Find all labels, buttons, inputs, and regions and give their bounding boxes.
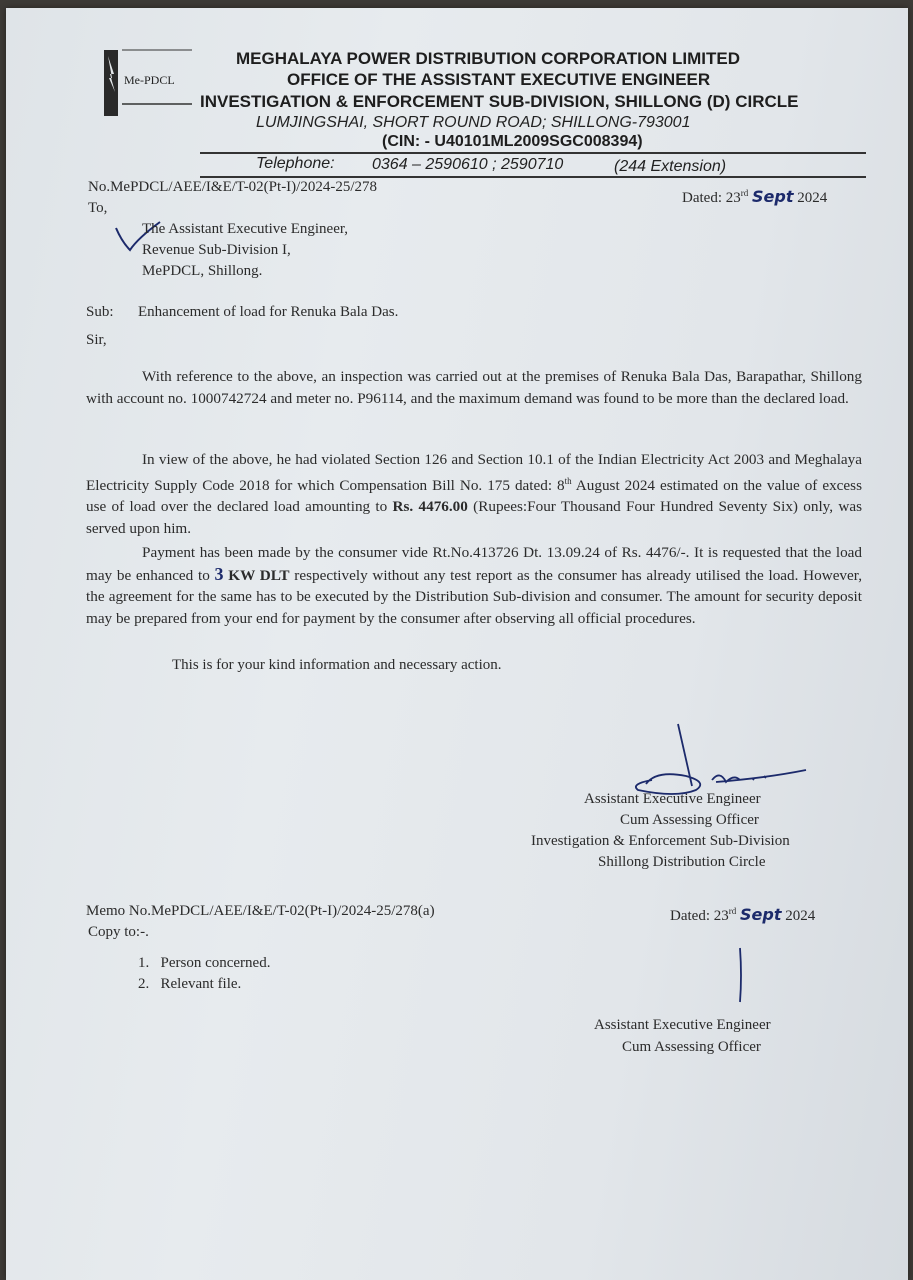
- date-year: 2024: [797, 190, 828, 206]
- office-address: LUMJINGSHAI, SHORT ROUND ROAD; SHILLONG-793001: [256, 114, 691, 131]
- signatory-title-4: Shillong Distribution Circle: [598, 854, 766, 870]
- date-suffix: rd: [740, 188, 749, 198]
- paragraph-1: With reference to the above, an inspection was carried out at the premises of Renuka Bala Das, Barapathar, Shillong with account no. 1000742724 and meter no. P96114, and the maximum demand was found to be more than the declared load.: [86, 368, 862, 407]
- to-label: To,: [88, 200, 108, 216]
- division-title: INVESTIGATION & ENFORCEMENT SUB-DIVISION, SHILLONG (D) CIRCLE: [200, 92, 799, 111]
- copy-to-label: Copy to:-.: [88, 924, 149, 940]
- recipient-line-1: The Assistant Executive Engineer,: [142, 221, 349, 237]
- letter-sheet: [6, 8, 908, 1280]
- reference-number: No.MePDCL/AEE/I&E/T-02(Pt-I)/2024-25/278: [88, 179, 378, 195]
- copy-item-2: 2. Relevant file.: [138, 976, 242, 992]
- recipient-line-2: Revenue Sub-Division I,: [142, 242, 291, 258]
- paragraph-2: [86, 449, 862, 539]
- memo-date-month-handwritten: Sept: [739, 905, 782, 924]
- paragraph-2-suffix: th: [564, 475, 572, 486]
- letter-date: [682, 182, 827, 209]
- signatory-title-1: Assistant Executive Engineer: [584, 791, 761, 807]
- logo-text: Me-PDCL: [124, 73, 175, 87]
- date-month-handwritten: Sept: [751, 187, 794, 206]
- signatory-title-3: Investigation & Enforcement Sub-Division: [531, 833, 790, 849]
- paragraph-4: This is for your kind information and necessary action.: [172, 657, 502, 673]
- telephone-label: Telephone:: [256, 155, 335, 172]
- salutation: Sir,: [86, 332, 107, 348]
- load-unit: KW DLT: [223, 566, 290, 584]
- paragraph-2-part-b: August 2024 estimated on the value of excess use of load over the declared load amounting to: [86, 476, 862, 516]
- paragraph-2-part-c: (Rupees:Four Thousand Four Hundred Seventy Six) only, was served upon him.: [86, 498, 862, 537]
- telephone-extension: (244 Extension): [614, 158, 727, 175]
- memo-signatory-title-2: Cum Assessing Officer: [622, 1039, 761, 1055]
- date-label: Dated: 23: [682, 190, 741, 206]
- memo-signatory-title-1: Assistant Executive Engineer: [594, 1017, 771, 1033]
- memo-number: Memo No.MePDCL/AEE/I&E/T-02(Pt-I)/2024-25/278(a): [86, 903, 435, 919]
- header-rule-top: [200, 152, 866, 154]
- mepdcl-logo: [102, 44, 192, 122]
- signature-2-icon: [734, 946, 748, 1006]
- subject-label: Sub:: [86, 304, 114, 320]
- recipient-line-3: MePDCL, Shillong.: [142, 263, 263, 279]
- paragraph-3: [86, 542, 862, 629]
- paragraph-3-part-b: respectively without any test report as the consumer has already utilised the load. However, the agreement for the same has to be executed by the Distribution Sub-division and consumer. The amount for security deposit may be prepared from your end for payment by the consumer after observing all official procedures.: [86, 566, 863, 627]
- memo-date: [670, 900, 815, 927]
- paragraph-2-part-a: In view of the above, he had violated Section 126 and Section 10.1 of the Indian Electricity Act 2003 and Meghalaya Electricity Supply Code 2018 for which Compensation Bill No. 175 dated: 8: [86, 451, 862, 494]
- copy-item-1: 1. Person concerned.: [138, 955, 271, 971]
- paragraph-3-part-a: Payment has been made by the consumer vide Rt.No.413726 Dt. 13.09.24 of Rs. 4476/-. It is requested that the load may be enhanced to: [86, 544, 862, 584]
- subject-text: Enhancement of load for Renuka Bala Das.: [138, 304, 399, 320]
- memo-date-year: 2024: [785, 908, 816, 924]
- handwritten-load-value: 3: [214, 563, 224, 584]
- org-name: MEGHALAYA POWER DISTRIBUTION CORPORATION LIMITED: [236, 49, 741, 68]
- office-title: OFFICE OF THE ASSISTANT EXECUTIVE ENGINEER: [287, 70, 711, 89]
- telephone-numbers: 0364 – 2590610 ; 2590710: [372, 156, 564, 173]
- memo-date-label: Dated: 23: [670, 908, 729, 924]
- cin-number: (CIN: - U40101ML2009SGC008394): [382, 133, 643, 150]
- signatory-title-2: Cum Assessing Officer: [620, 812, 759, 828]
- compensation-amount: Rs. 4476.00: [392, 498, 468, 516]
- memo-date-suffix: rd: [728, 906, 737, 916]
